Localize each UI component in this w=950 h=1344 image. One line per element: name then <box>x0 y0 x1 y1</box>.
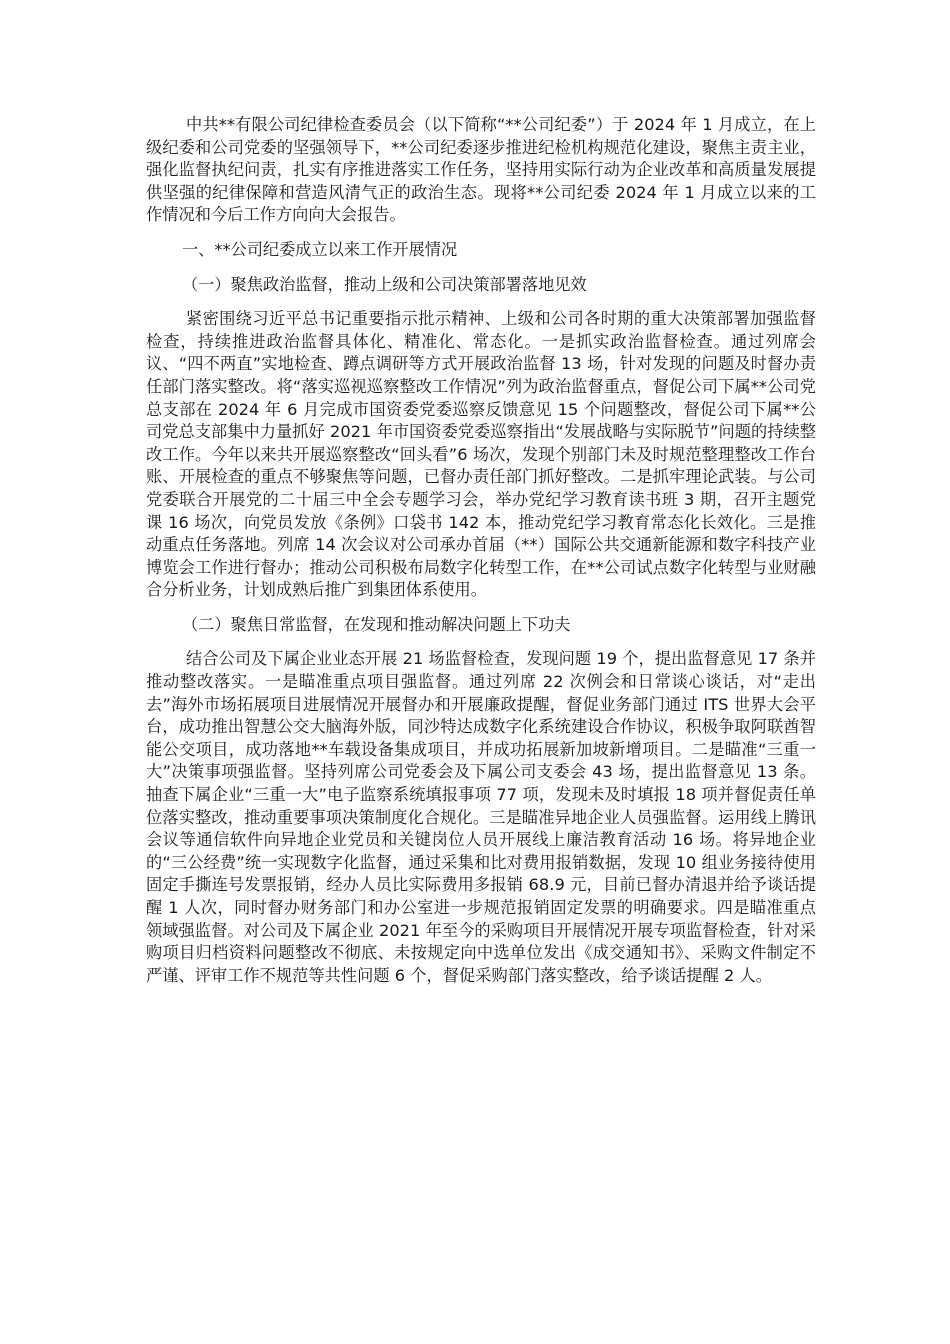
section-heading-1: 一、**公司纪委成立以来工作开展情况 <box>182 239 458 259</box>
subsection-heading-1: （一）聚焦政治监督，推动上级和公司决策部署落地见效 <box>182 274 587 294</box>
document-page <box>146 114 816 999</box>
intro-paragraph: 中共**有限公司纪律检查委员会（以下简称“**公司纪委”）于 2024 年 1 月成立，在上级纪委和公司党委的坚强领导下，**公司纪委逐步推进纪检机构规范化建设，聚焦主责主业，强化监督执纪问责，扎实有序推进落实工作任务，坚持用实际行动为企业改革和高质量发展提供坚强的纪律保障和营造风清气正的政治生态。现将**公司纪委 2024 年 1 月成立以来的工作情况和今后工作方向向大会报告。 <box>146 115 816 225</box>
subsection-body-2: 结合公司及下属企业业态开展 21 场监督检查，发现问题 19 个，提出监督意见 17 条并推动整改落实。一是瞄准重点项目强监督。通过列席 22 次例会和日常谈心谈话，对“走出去”海外市场拓展项目进展情况开展督办和开展廉政提醒，督促业务部门通过 ITS 世界大会平台，成功推出智慧公交大脑海外版，同沙特达成数字化系统建设合作协议，积极争取阿联酋智能公交项目，成功落地**车载设备集成项目，并成功拓展新加坡新增项目。二是瞄准“三重一大”决策事项强监督。坚持列席公司党委会及下属公司支委会 43 场，提出监督意见 13 条。抽查下属企业“三重一大”电子监察系统填报事项 77 项，发现未及时填报 18 项并督促责任单位落实整改，推动重要事项决策制度化合规化。三是瞄准异地企业人员强监督。运用线上腾讯会议等通信软件向异地企业党员和关键岗位人员开展线上廉洁教育活动 16 场。将异地企业的“三公经费”统一实现数字化监督，通过采集和比对费用报销数据，发现 10 组业务接待使用固定手撕连号发票报销，经办人员比实际费用多报销 68.9 元，目前已督办清退并给予谈话提醒 1 人次，同时督办财务部门和办公室进一步规范报销固定发票的明确要求。四是瞄准重点领域强监督。对公司及下属企业 2021 年至今的采购项目开展情况开展专项监督检查，针对采购项目归档资料问题整改不彻底、未按规定向中选单位发出《成交通知书》、采购文件制定不严谨、评审工作不规范等共性问题 6 个，督促采购部门落实整改，给予谈话提醒 2 人。 <box>146 649 816 985</box>
subsection-heading-2: （二）聚焦日常监督，在发现和推动解决问题上下功夫 <box>182 614 571 634</box>
subsection-body-1: 紧密围绕习近平总书记重要指示批示精神、上级和公司各时期的重大决策部署加强监督检查，持续推进政治监督具体化、精准化、常态化。一是抓实政治监督检查。通过列席会议、“四不两直”实地检查、蹲点调研等方式开展政治监督 13 场，针对发现的问题及时督办责任部门落实整改。将“落实巡视巡察整改工作情况”列为政治监督重点，督促公司下属**公司党总支部在 2024 年 6 月完成市国资委党委巡察反馈意见 15 个问题整改，督促公司下属**公司党总支部集中力量抓好 2021 年市国资委党委巡察指出“发展战略与实际脱节”问题的持续整改工作。今年以来共开展巡察整改“回头看”6 场次，发现个别部门未及时规范整理整改工作台账、开展检查的重点不够聚焦等问题，已督办责任部门抓好整改。二是抓牢理论武装。与公司党委联合开展党的二十届三中全会专题学习会，举办党纪学习教育读书班 3 期，召开主题党课 16 场次，向党员发放《条例》口袋书 142 本，推动党纪学习教育常态化长效化。三是推动重点任务落地。列席 14 次会议对公司承办首届（**）国际公共交通新能源和数字科技产业博览会工作进行督办；推动公司积极布局数字化转型工作，在**公司试点数字化转型与业财融合分析业务，计划成熟后推广到集团体系使用。 <box>146 309 816 600</box>
